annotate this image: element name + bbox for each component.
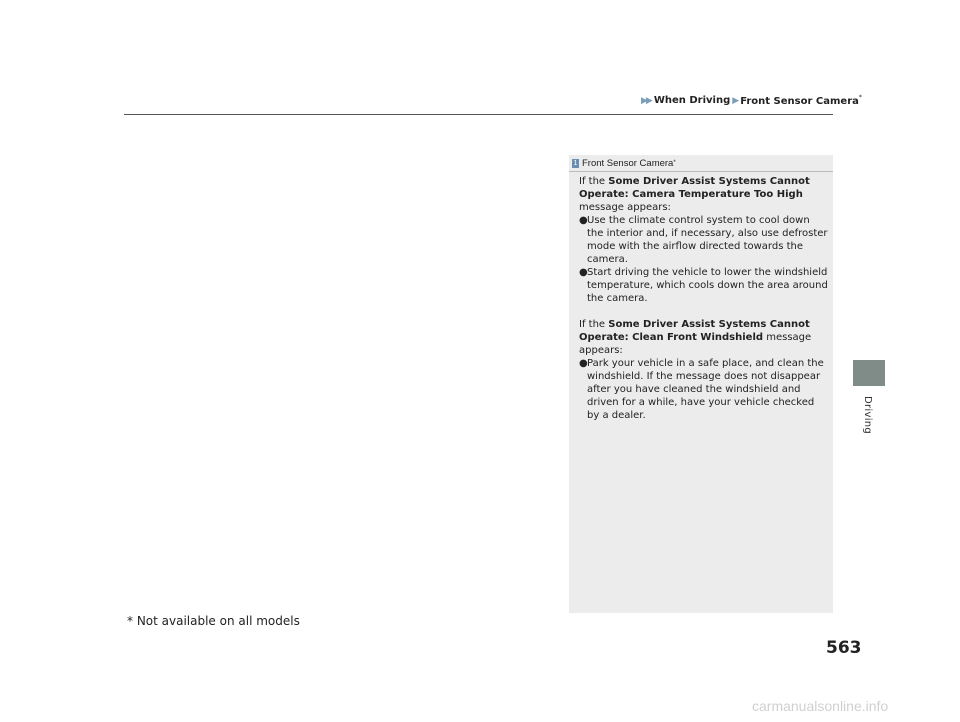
side-note-title: Front Sensor Camera (582, 157, 674, 169)
note-bullet: ● Start driving the vehicle to lower the windshield temperature, which cools down the area around the camera. (579, 267, 828, 304)
triangle-icon: ▶ (641, 95, 648, 106)
bullet-icon: ● (579, 215, 588, 226)
breadcrumb-item-front-sensor-camera[interactable]: Front Sensor Camera* (740, 94, 862, 107)
page-number: 563 (826, 638, 862, 658)
footnote: * Not available on all models (127, 614, 300, 628)
side-note-panel (569, 155, 833, 613)
watermark: carmanualsonline.info (752, 698, 889, 714)
chapter-tab[interactable] (853, 360, 885, 386)
note-bullet: ● Use the climate control system to cool down the interior and, if necessary, also use defroster mode with the airflow directed towards the camera. (579, 215, 828, 265)
note-paragraph: If the Some Driver Assist Systems Cannot Operate: Camera Temperature Too High message appears: (579, 176, 810, 213)
note-bullet: ● Park your vehicle in a safe place, and clean the windshield. If the message does not disappear after you have cleaned the windshield and driven for a while, have your vehicle checked by a dealer. (579, 358, 824, 421)
reference-number-badge: 1 (573, 159, 578, 167)
breadcrumb-item-when-driving[interactable]: When Driving (653, 95, 731, 106)
side-note-body (579, 175, 829, 422)
chapter-label: Driving (862, 396, 873, 435)
triangle-icon: ▶ (732, 95, 740, 106)
triangle-icon: ▶ (645, 95, 653, 106)
bullet-icon: ● (579, 267, 588, 278)
header-divider (124, 114, 833, 115)
bullet-icon: ● (579, 358, 588, 369)
side-note-divider (569, 171, 833, 172)
breadcrumb (641, 94, 864, 107)
note-paragraph: If the Some Driver Assist Systems Cannot Operate: Clean Front Windshield message appears: (579, 319, 812, 356)
not-all-models-mark: * (673, 160, 676, 166)
side-note-header (569, 155, 833, 171)
